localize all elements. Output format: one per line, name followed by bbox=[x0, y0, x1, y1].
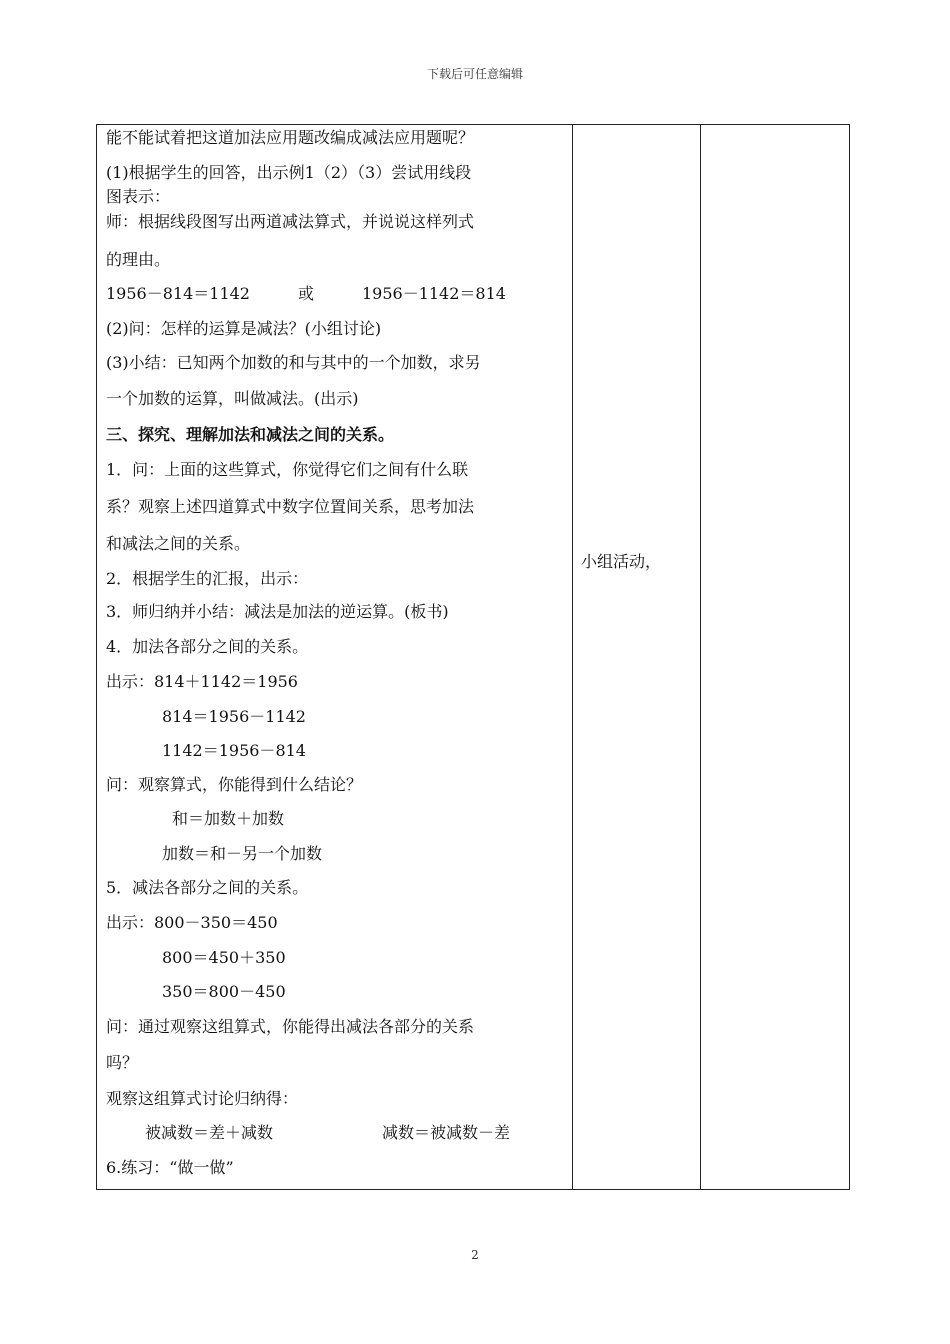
text-line: (2)问：怎样的运算是减法？(小组讨论) bbox=[106, 319, 382, 338]
teaching-process-column bbox=[97, 125, 573, 1189]
equation-line: 1142＝1956－814 bbox=[162, 741, 306, 760]
text-line: (1)根据学生的回答，出示例1（2）（3）尝试用线段 bbox=[106, 163, 472, 182]
text-line: 1956－814＝1142 或 1956－1142＝814 bbox=[106, 284, 506, 303]
equation-line: 814＝1956－1142 bbox=[162, 707, 306, 726]
text-line: 问：通过观察这组算式，你能得出减法各部分的关系 bbox=[106, 1017, 475, 1036]
student-activity-column bbox=[572, 125, 701, 1189]
page-number: 2 bbox=[471, 1248, 479, 1262]
text-line: 观察这组算式讨论归纳得： bbox=[106, 1089, 299, 1108]
text-line: 和减法之间的关系。 bbox=[106, 534, 251, 553]
text-line: 的理由。 bbox=[106, 250, 171, 269]
page-header: 下载后可任意编辑 bbox=[426, 67, 523, 81]
equation-line: 350＝800－450 bbox=[162, 982, 286, 1001]
section-heading: 三、探究、理解加法和减法之间的关系。 bbox=[106, 425, 395, 444]
notes-column bbox=[701, 125, 849, 1189]
text-line: 6.练习：“做一做” bbox=[106, 1158, 234, 1177]
text-line: 能不能试着把这道加法应用题改编成减法应用题呢？ bbox=[106, 128, 475, 147]
equation-line: 800＝450＋350 bbox=[162, 948, 286, 967]
text-line: 4．加法各部分之间的关系。 bbox=[106, 637, 309, 656]
formula-line: 加数＝和－另一个加数 bbox=[162, 844, 323, 863]
text-line: 吗？ bbox=[106, 1053, 139, 1072]
text-line: 5．减法各部分之间的关系。 bbox=[106, 878, 309, 897]
text-line: 1．问：上面的这些算式，你觉得它们之间有什么联 bbox=[106, 460, 469, 479]
text-line: 图表示： bbox=[106, 187, 171, 206]
equation-line: 出示：814＋1142＝1956 bbox=[106, 672, 298, 691]
equation-line: 出示：800－350＝450 bbox=[106, 913, 278, 932]
formula-line: 和＝加数＋加数 bbox=[172, 809, 285, 828]
lesson-table bbox=[96, 124, 850, 1190]
text-line: 2．根据学生的汇报，出示： bbox=[106, 569, 309, 588]
text-line: (3)小结：已知两个加数的和与其中的一个加数，求另 bbox=[106, 353, 481, 372]
text-line: 一个加数的运算，叫做减法。(出示) bbox=[106, 389, 359, 408]
formula-line: 减数＝被减数－差 bbox=[382, 1123, 511, 1142]
activity-note: 小组活动， bbox=[581, 552, 662, 571]
text-line: 问：观察算式，你能得到什么结论？ bbox=[106, 775, 363, 794]
text-line: 3．师归纳并小结：减法是加法的逆运算。(板书) bbox=[106, 602, 449, 621]
text-line: 系？观察上述四道算式中数字位置间关系，思考加法 bbox=[106, 497, 475, 516]
text-line: 师：根据线段图写出两道减法算式，并说说这样列式 bbox=[106, 212, 475, 231]
formula-line: 被减数＝差＋减数 bbox=[145, 1123, 274, 1142]
